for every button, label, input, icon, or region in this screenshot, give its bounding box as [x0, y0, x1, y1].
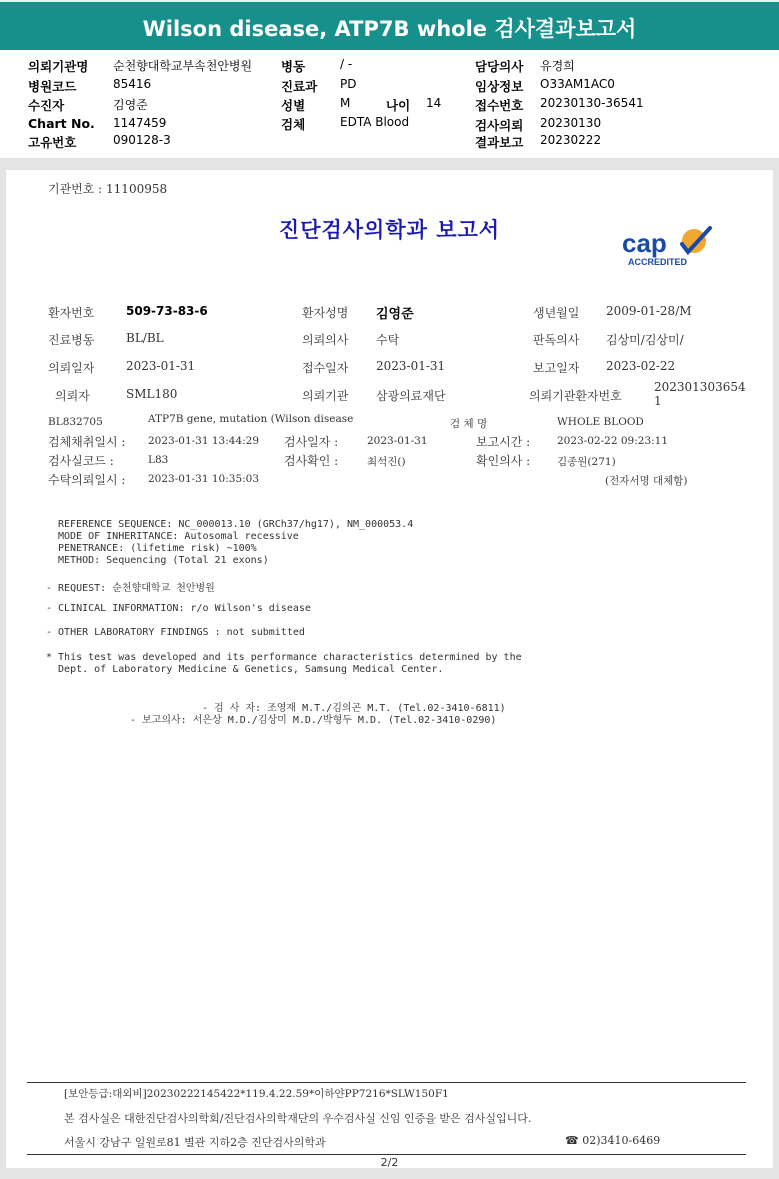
patient-label: 판독의사	[533, 333, 580, 347]
report-time-value: 2023-02-22 09:23:11	[557, 435, 669, 447]
patient-label: 의뢰일자	[48, 361, 95, 375]
page-frame-top	[0, 158, 779, 170]
header-label: 결과보고	[475, 135, 524, 150]
header-value: 순천향대학교부속천안병원	[113, 59, 253, 73]
header-value: O33AM1AC0	[540, 77, 615, 91]
header-label: 접수번호	[475, 98, 524, 113]
patient-value: 삼광의료재단	[376, 389, 446, 403]
security-line: [보안등급:대외비]20230222145422*119.4.22.59*이하얀PP7216*SLW150F1	[64, 1088, 449, 1100]
header-label: 나이	[386, 98, 411, 113]
patient-label: 환자번호	[48, 306, 95, 320]
patient-label: 의뢰기관환자번호	[529, 389, 622, 403]
patient-value-cont: 1	[654, 394, 662, 408]
page-number: 2/2	[380, 1156, 399, 1169]
patient-value: 202301303654	[654, 380, 746, 394]
report-title: 진단검사의학과 보고서	[278, 218, 501, 242]
footer-divider	[27, 1082, 746, 1083]
header-label: 수진자	[28, 98, 65, 113]
cap-accredited-logo	[620, 224, 730, 270]
header-label: 병동	[281, 59, 306, 74]
patient-value: BL/BL	[126, 331, 164, 345]
header-label: 담당의사	[475, 59, 524, 74]
collect-label: 검체채취일시 :	[48, 435, 126, 449]
patient-value: SML180	[126, 387, 178, 401]
esign-note: (전자서명 대체함)	[605, 475, 688, 487]
header-value: M	[340, 96, 351, 110]
patient-label: 진료병동	[48, 333, 95, 347]
header-label: 검체	[281, 117, 306, 132]
header-value: 20230130	[540, 116, 602, 130]
page-frame-bottom	[0, 1168, 779, 1179]
institution-number: 기관번호 : 11100958	[48, 182, 168, 196]
body-line: REFERENCE SEQUENCE: NC_000013.10 (GRCh37/hg17), NM_000053.4	[58, 519, 414, 530]
header-value: 14	[426, 96, 442, 110]
body-clinical: - CLINICAL INFORMATION: r/o Wilson's disease	[46, 603, 311, 614]
patient-value: 2023-01-31	[126, 359, 196, 373]
specimen-value: WHOLE BLOOD	[557, 416, 644, 428]
header-value: 김영준	[113, 98, 148, 112]
test-code: BL832705	[48, 416, 103, 428]
report-time-label: 보고시간 :	[476, 435, 531, 449]
outsource-label: 수탁의뢰일시 :	[48, 473, 126, 487]
body-request: - REQUEST: 순천향대학교 천안병원	[46, 583, 215, 594]
patient-label: 접수일자	[302, 361, 349, 375]
body-note: * This test was developed and its performance characteristics determined by the	[46, 652, 522, 663]
confirm-doc-value: 김종원(271)	[557, 456, 616, 468]
phone-icon: ☎	[565, 1134, 579, 1147]
patient-label: 환자성명	[302, 306, 349, 320]
header-label: 임상정보	[475, 79, 524, 94]
header-label: 성별	[281, 98, 306, 113]
header-label: 고유번호	[28, 135, 77, 150]
header-value: PD	[340, 77, 357, 91]
exam-date-label: 검사일자 :	[284, 435, 339, 449]
header-value: 85416	[113, 77, 152, 91]
outsource-value: 2023-01-31 10:35:03	[148, 473, 260, 485]
patient-value: 김상미/김상미/	[606, 333, 684, 347]
header-value: EDTA Blood	[340, 115, 410, 129]
patient-value: 2009-01-28/M	[606, 304, 692, 318]
phone-number: 02)3410-6469	[582, 1134, 661, 1147]
title-bar-border	[0, 0, 779, 2]
body-examiner: - 검 사 자: 조영재 M.T./김의곤 M.T. (Tel.02-3410-6811)	[202, 703, 506, 714]
patient-number: 509-73-83-6	[126, 304, 208, 318]
body-line: METHOD: Sequencing (Total 21 exons)	[58, 555, 269, 566]
room-label: 검사실코드 :	[48, 454, 114, 468]
header-label: 검사의뢰	[475, 118, 524, 133]
patient-label: 보고일자	[533, 361, 580, 375]
patient-value: 2023-01-31	[376, 359, 446, 373]
collect-value: 2023-01-31 13:44:29	[148, 435, 260, 447]
cap-logo-sub: ACCREDITED	[628, 257, 688, 267]
patient-label: 의뢰의사	[302, 333, 349, 347]
lab-address: 서울시 강남구 일원로81 별관 지하2층 진단검사의학과	[64, 1136, 326, 1149]
patient-value: 2023-02-22	[606, 359, 676, 373]
certification-note: 본 검사실은 대한진단검사의학회/진단검사의학재단의 우수검사실 신임 인증을 받은 검사실입니다.	[64, 1112, 532, 1125]
header-value: 1147459	[113, 116, 167, 130]
header-label: 의뢰기관명	[28, 59, 89, 74]
patient-label: 의뢰자	[55, 389, 90, 403]
body-note: Dept. of Laboratory Medicine & Genetics, Samsung Medical Center.	[46, 664, 444, 675]
specimen-label: 검 체 명	[450, 418, 488, 430]
header-value: / -	[340, 57, 353, 71]
page-frame-left	[0, 158, 6, 1168]
page-title: Wilson disease, ATP7B whole 검사결과보고서	[142, 17, 637, 41]
patient-label: 의뢰기관	[302, 389, 349, 403]
header-label: Chart No.	[28, 116, 95, 131]
body-reporter: - 보고의사: 서은상 M.D./김상미 M.D./박형두 M.D. (Tel.02-3410-0290)	[130, 715, 497, 726]
header-value: 20230130-36541	[540, 96, 644, 110]
body-other: - OTHER LABORATORY FINDINGS : not submitted	[46, 627, 305, 638]
footer-divider-bottom	[27, 1154, 746, 1155]
patient-label: 생년월일	[533, 306, 580, 320]
test-name: ATP7B gene, mutation (Wilson disease	[148, 413, 354, 425]
body-line: MODE OF INHERITANCE: Autosomal recessive	[58, 531, 299, 542]
room-value: L83	[148, 454, 169, 466]
header-label: 진료과	[281, 79, 318, 94]
confirm-value: 최석진()	[367, 456, 406, 468]
header-label: 병원코드	[28, 79, 77, 94]
confirm-label: 검사확인 :	[284, 454, 339, 468]
cap-logo-text: cap	[622, 228, 667, 258]
body-line: PENETRANCE: (lifetime risk) ~100%	[58, 543, 257, 554]
confirm-doc-label: 확인의사 :	[476, 454, 531, 468]
phone-info	[565, 1134, 660, 1147]
page-frame-right	[773, 158, 779, 1168]
header-value: 20230222	[540, 133, 602, 147]
patient-name: 김영준	[376, 307, 414, 322]
patient-value: 수탁	[376, 333, 400, 347]
header-value: 090128-3	[113, 133, 171, 147]
exam-date-value: 2023-01-31	[367, 435, 428, 447]
header-value: 유경희	[540, 59, 575, 73]
